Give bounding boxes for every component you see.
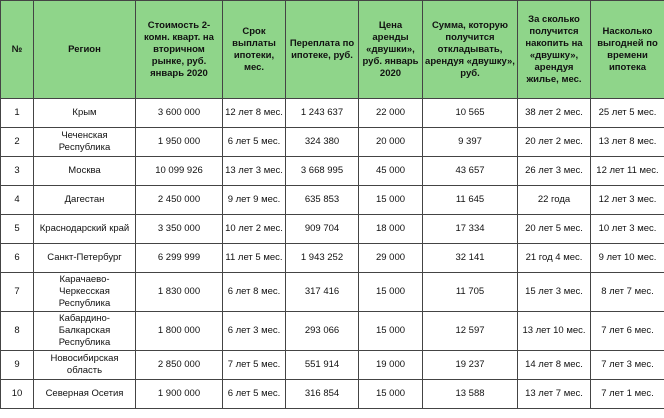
cell-apartment-cost: 1 830 000 xyxy=(136,273,223,312)
cell-overpayment: 1 943 252 xyxy=(286,244,359,273)
cell-region: Крым xyxy=(34,99,136,128)
cell-mortgage-advantage: 12 лет 3 мес. xyxy=(591,186,664,215)
cell-region: Северная Осетия xyxy=(34,380,136,409)
cell-rent-price: 22 000 xyxy=(359,99,423,128)
cell-overpayment: 317 416 xyxy=(286,273,359,312)
cell-apartment-cost: 1 900 000 xyxy=(136,380,223,409)
cell-overpayment: 909 704 xyxy=(286,215,359,244)
header-mortgage-term: Срок выплаты ипотеки, мес. xyxy=(223,1,286,99)
table-row xyxy=(1,380,664,409)
header-apartment-cost: Стоимость 2-комн. кварт. на вторичном рынке, руб. январь 2020 xyxy=(136,1,223,99)
header-mortgage-advantage: Насколько выгодней по времени ипотека xyxy=(591,1,664,99)
cell-overpayment: 3 668 995 xyxy=(286,157,359,186)
table-row xyxy=(1,312,664,351)
cell-mortgage-advantage: 25 лет 5 мес. xyxy=(591,99,664,128)
cell-savings-amount: 9 397 xyxy=(423,128,518,157)
cell-rent-price: 15 000 xyxy=(359,273,423,312)
cell-number: 2 xyxy=(1,128,34,157)
cell-mortgage-term: 13 лет 3 мес. xyxy=(223,157,286,186)
cell-overpayment: 1 243 637 xyxy=(286,99,359,128)
cell-rent-price: 15 000 xyxy=(359,380,423,409)
cell-mortgage-advantage: 7 лет 1 мес. xyxy=(591,380,664,409)
header-row xyxy=(1,1,664,99)
cell-savings-amount: 12 597 xyxy=(423,312,518,351)
cell-mortgage-term: 7 лет 5 мес. xyxy=(223,351,286,380)
cell-apartment-cost: 2 850 000 xyxy=(136,351,223,380)
cell-region: Санкт-Петербург xyxy=(34,244,136,273)
table-row xyxy=(1,351,664,380)
header-savings-amount: Сумма, которую получится откладывать, арендуя «двушку», руб. xyxy=(423,1,518,99)
cell-savings-amount: 17 334 xyxy=(423,215,518,244)
cell-saving-time: 20 лет 2 мес. xyxy=(518,128,591,157)
table-row xyxy=(1,273,664,312)
cell-region: Кабардино-Балкарская Республика xyxy=(34,312,136,351)
cell-mortgage-advantage: 12 лет 11 мес. xyxy=(591,157,664,186)
cell-mortgage-term: 6 лет 5 мес. xyxy=(223,128,286,157)
cell-saving-time: 20 лет 5 мес. xyxy=(518,215,591,244)
header-rent-price: Цена аренды «двушки», руб. январь 2020 xyxy=(359,1,423,99)
cell-savings-amount: 11 645 xyxy=(423,186,518,215)
cell-saving-time: 22 года xyxy=(518,186,591,215)
cell-mortgage-advantage: 8 лет 7 мес. xyxy=(591,273,664,312)
cell-apartment-cost: 6 299 999 xyxy=(136,244,223,273)
cell-rent-price: 19 000 xyxy=(359,351,423,380)
cell-rent-price: 29 000 xyxy=(359,244,423,273)
cell-mortgage-term: 6 лет 8 мес. xyxy=(223,273,286,312)
cell-saving-time: 15 лет 3 мес. xyxy=(518,273,591,312)
cell-savings-amount: 10 565 xyxy=(423,99,518,128)
cell-apartment-cost: 1 950 000 xyxy=(136,128,223,157)
table-row xyxy=(1,157,664,186)
cell-mortgage-advantage: 13 лет 8 мес. xyxy=(591,128,664,157)
cell-region: Новосибирская область xyxy=(34,351,136,380)
cell-region: Москва xyxy=(34,157,136,186)
cell-rent-price: 18 000 xyxy=(359,215,423,244)
cell-region: Краснодарский край xyxy=(34,215,136,244)
header-number: № xyxy=(1,1,34,99)
cell-number: 1 xyxy=(1,99,34,128)
cell-mortgage-term: 6 лет 3 мес. xyxy=(223,312,286,351)
cell-mortgage-advantage: 7 лет 3 мес. xyxy=(591,351,664,380)
cell-overpayment: 316 854 xyxy=(286,380,359,409)
cell-rent-price: 15 000 xyxy=(359,312,423,351)
cell-savings-amount: 43 657 xyxy=(423,157,518,186)
cell-mortgage-term: 10 лет 2 мес. xyxy=(223,215,286,244)
table-row xyxy=(1,186,664,215)
cell-savings-amount: 19 237 xyxy=(423,351,518,380)
cell-saving-time: 13 лет 10 мес. xyxy=(518,312,591,351)
cell-overpayment: 324 380 xyxy=(286,128,359,157)
cell-region: Дагестан xyxy=(34,186,136,215)
header-overpayment: Переплата по ипотеке, руб. xyxy=(286,1,359,99)
cell-saving-time: 21 год 4 мес. xyxy=(518,244,591,273)
cell-savings-amount: 13 588 xyxy=(423,380,518,409)
cell-rent-price: 45 000 xyxy=(359,157,423,186)
cell-overpayment: 635 853 xyxy=(286,186,359,215)
cell-apartment-cost: 10 099 926 xyxy=(136,157,223,186)
cell-number: 5 xyxy=(1,215,34,244)
table-body xyxy=(1,99,664,409)
cell-mortgage-advantage: 9 лет 10 мес. xyxy=(591,244,664,273)
cell-apartment-cost: 3 600 000 xyxy=(136,99,223,128)
cell-number: 4 xyxy=(1,186,34,215)
cell-apartment-cost: 1 800 000 xyxy=(136,312,223,351)
cell-saving-time: 14 лет 8 мес. xyxy=(518,351,591,380)
cell-mortgage-term: 9 лет 9 мес. xyxy=(223,186,286,215)
cell-number: 7 xyxy=(1,273,34,312)
cell-number: 9 xyxy=(1,351,34,380)
cell-rent-price: 15 000 xyxy=(359,186,423,215)
cell-region: Чеченская Республика xyxy=(34,128,136,157)
table-row xyxy=(1,215,664,244)
cell-savings-amount: 11 705 xyxy=(423,273,518,312)
cell-region: Карачаево-Черкесская Республика xyxy=(34,273,136,312)
cell-mortgage-term: 12 лет 8 мес. xyxy=(223,99,286,128)
cell-rent-price: 20 000 xyxy=(359,128,423,157)
cell-number: 6 xyxy=(1,244,34,273)
cell-savings-amount: 32 141 xyxy=(423,244,518,273)
cell-overpayment: 551 914 xyxy=(286,351,359,380)
header-saving-time: За сколько получится накопить на «двушку», арендуя жилье, мес. xyxy=(518,1,591,99)
cell-number: 10 xyxy=(1,380,34,409)
table-row xyxy=(1,244,664,273)
cell-number: 8 xyxy=(1,312,34,351)
cell-mortgage-advantage: 10 лет 3 мес. xyxy=(591,215,664,244)
table-row xyxy=(1,99,664,128)
cell-saving-time: 13 лет 7 мес. xyxy=(518,380,591,409)
header-region: Регион xyxy=(34,1,136,99)
cell-number: 3 xyxy=(1,157,34,186)
table-row xyxy=(1,128,664,157)
cell-mortgage-term: 11 лет 5 мес. xyxy=(223,244,286,273)
cell-overpayment: 293 066 xyxy=(286,312,359,351)
cell-saving-time: 26 лет 3 мес. xyxy=(518,157,591,186)
cell-saving-time: 38 лет 2 мес. xyxy=(518,99,591,128)
cell-apartment-cost: 2 450 000 xyxy=(136,186,223,215)
cell-mortgage-term: 6 лет 5 мес. xyxy=(223,380,286,409)
cell-apartment-cost: 3 350 000 xyxy=(136,215,223,244)
cell-mortgage-advantage: 7 лет 6 мес. xyxy=(591,312,664,351)
